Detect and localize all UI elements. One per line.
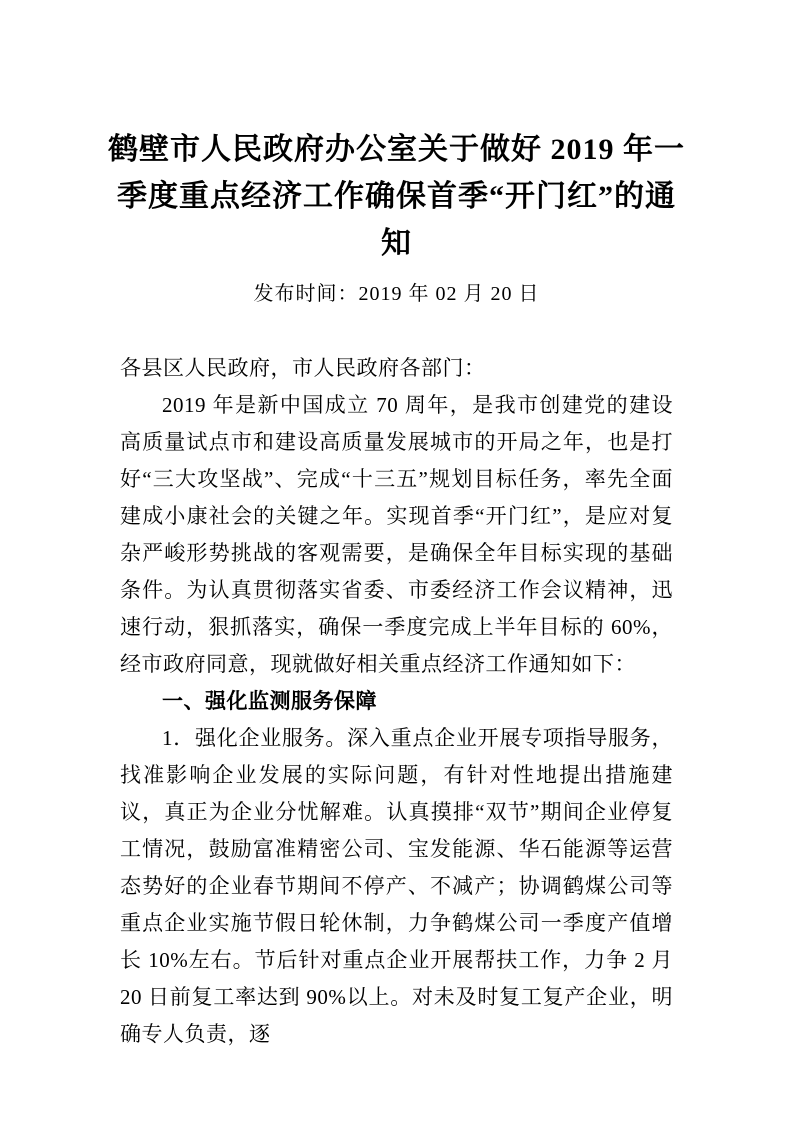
document-title: 鹤壁市人民政府办公室关于做好 2019 年一季度重点经济工作确保首季“开门红”的通知 <box>108 133 685 260</box>
document-body <box>120 350 673 1053</box>
section-1-paragraph: 1．强化企业服务。深入重点企业开展专项指导服务，找准影响企业发展的实际问题，有针对性地提出措施建议，真正为企业分忧解难。认真摸排“双节”期间企业停复工情况，鼓励富准精密公司、宝发能源、华石能源等运营态势好的企业春节期间不停产、不减产；协调鹤煤公司等重点企业实施节假日轮休制，力争鹤煤公司一季度产值增长 10%左右。节后针对重点企业开展帮扶工作，力争 2 月 20 日前复工率达到 90%以上。对未及时复工复产企业，明确专人负责，逐 <box>120 726 673 1046</box>
section-1-heading: 一、强化监测服务保障 <box>162 690 377 713</box>
publish-date: 发布时间：2019 年 02 月 20 日 <box>253 283 540 305</box>
intro-paragraph: 2019 年是新中国成立 70 周年，是我市创建党的建设高质量试点市和建设高质量发展城市的开局之年，也是打好“三大攻坚战”、完成“十三五”规划目标任务，率先全面建成小康社会的关键之年。实现首季“开门红”，是应对复杂严峻形势挑战的客观需要，是确保全年目标实现的基础条件。为认真贯彻落实省委、市委经济工作会议精神，迅速行动，狠抓落实，确保一季度完成上半年目标的 60%，经市政府同意，现就做好相关重点经济工作通知如下： <box>120 393 673 676</box>
greeting-line: 各县区人民政府，市人民政府各部门： <box>120 356 486 380</box>
